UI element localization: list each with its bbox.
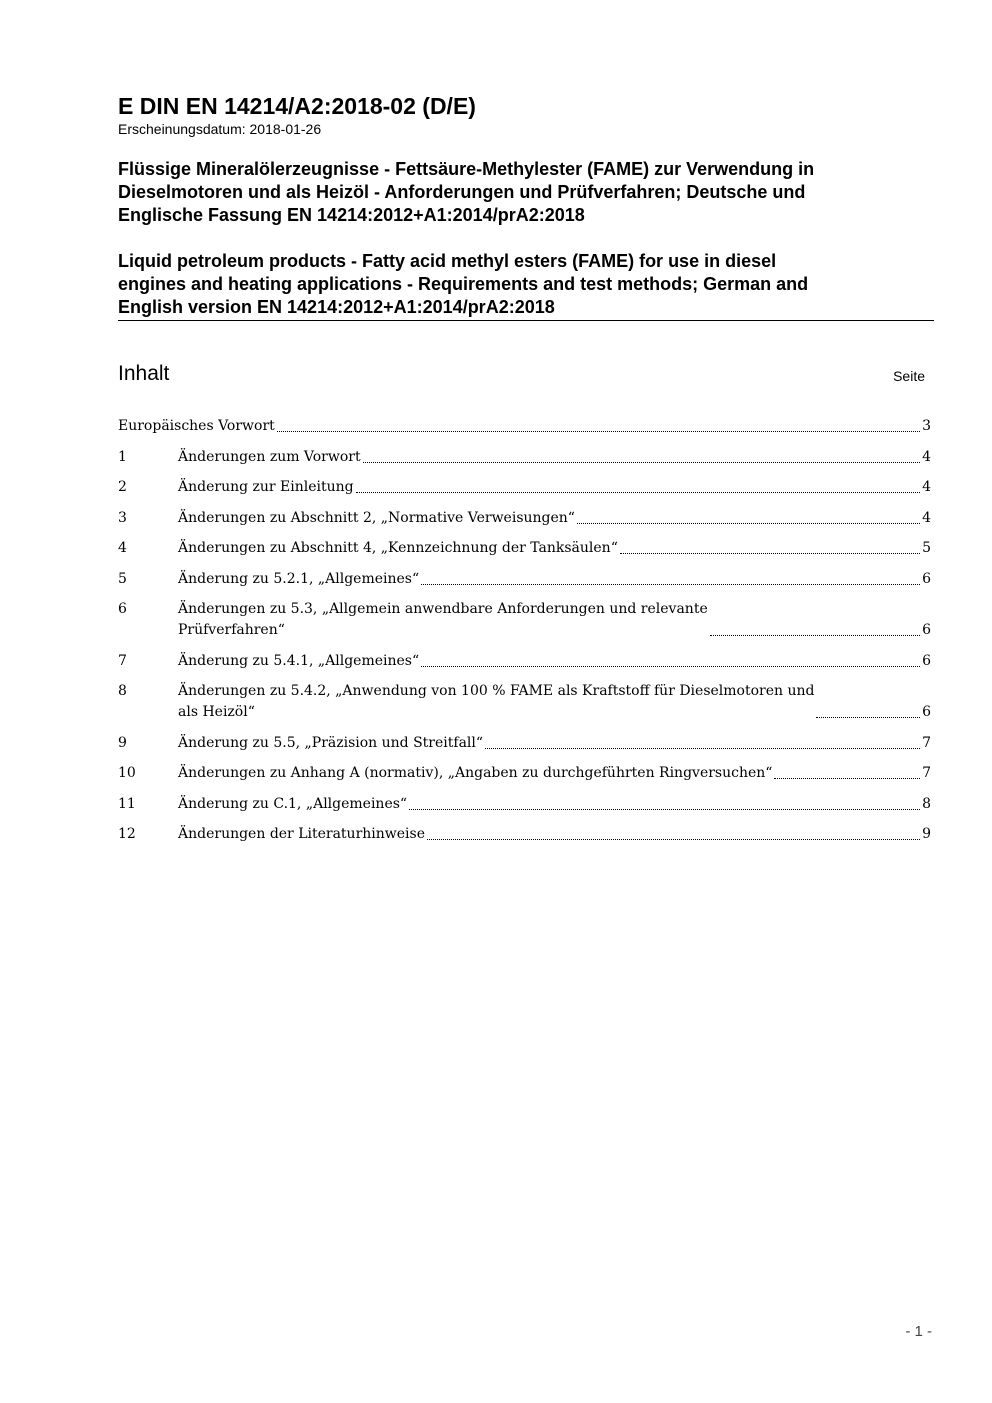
title-english-line: engines and heating applications - Requirements and test methods; German and (118, 274, 809, 294)
toc-heading: Inhalt (118, 362, 170, 385)
toc-entry-title (178, 681, 814, 723)
toc-entry-page: 3 (922, 418, 931, 434)
toc-entry-number: 7 (118, 652, 127, 669)
toc-entry-page: 4 (922, 479, 931, 495)
title-english-line: Liquid petroleum products - Fatty acid methyl esters (FAME) for use in diesel (118, 251, 777, 271)
toc-dot-leader (277, 431, 920, 432)
toc-entry-number: 9 (118, 734, 127, 751)
toc-entry-title (178, 733, 483, 754)
toc-entry-body (178, 794, 931, 815)
toc-entry-title (178, 508, 575, 529)
toc-entry-title (178, 477, 354, 498)
toc-entry[interactable] (118, 569, 931, 590)
toc-dot-leader (774, 778, 920, 779)
toc-entry-title-line: Änderung zu 5.4.1, „Allgemeines“ (178, 652, 420, 669)
toc-dot-leader (816, 717, 920, 718)
toc-entry[interactable] (118, 824, 931, 845)
toc-entry-title-line: Änderung zu C.1, „Allgemeines“ (178, 795, 408, 812)
title-german-line: Flüssige Mineralölerzeugnisse - Fettsäure-Methylester (FAME) zur Verwendung in (118, 159, 815, 179)
toc-entry-title-line: Änderungen zu Abschnitt 4, „Kennzeichnung der Tanksäulen“ (178, 540, 618, 556)
toc-dot-leader (421, 584, 920, 585)
toc-entry-title (178, 651, 419, 672)
toc-entry-body (178, 508, 931, 529)
toc-entry-title-line: Prüfverfahren“ (178, 622, 285, 638)
toc-entry[interactable] (118, 599, 931, 641)
toc-entry-number: 2 (118, 479, 127, 495)
toc-entry-page: 8 (922, 795, 931, 812)
toc-entry-title-line: Änderungen zu 5.3, „Allgemein anwendbare Anforderungen und relevante (178, 601, 708, 617)
publication-date: Erscheinungsdatum: 2018-01-26 (118, 121, 322, 137)
toc-entry-number: 6 (118, 601, 127, 617)
toc-entry-body (178, 569, 931, 590)
toc-entry[interactable] (118, 681, 931, 723)
toc-dot-leader (427, 839, 920, 840)
toc-entry[interactable] (118, 416, 931, 437)
toc-entry[interactable] (118, 794, 931, 815)
toc-entry-body (178, 538, 931, 559)
toc-entry[interactable] (118, 447, 931, 468)
toc-entry[interactable] (118, 477, 931, 498)
toc-entry-page: 6 (922, 704, 931, 720)
toc-page-label: Seite (893, 368, 925, 384)
toc-entry-number: 3 (118, 509, 127, 526)
toc-entry-number: 8 (118, 683, 127, 699)
toc-entry-title-line: Änderungen zum Vorwort (178, 448, 361, 465)
toc-dot-leader (620, 553, 920, 554)
toc-entry-title (178, 824, 425, 845)
table-of-contents (118, 416, 931, 855)
toc-entry-title (178, 763, 772, 784)
toc-dot-leader (485, 748, 920, 749)
toc-dot-leader (577, 523, 920, 524)
toc-entry-title (178, 599, 708, 641)
title-english-line: English version EN 14214:2012+A1:2014/prA2:2018 (118, 297, 555, 317)
toc-entry-page: 6 (922, 652, 931, 669)
page-number: - 1 - (905, 1323, 932, 1340)
toc-entry-title-line: Europäisches Vorwort (118, 418, 275, 434)
toc-entry-title-line: Änderungen zu Abschnitt 2, „Normative Verweisungen“ (178, 509, 575, 526)
toc-entry-title (178, 447, 361, 468)
toc-entry-title-line: Änderung zu 5.5, „Präzision und Streitfall“ (178, 734, 484, 751)
document-header (118, 92, 934, 319)
toc-entry-page: 7 (922, 734, 931, 751)
toc-dot-leader (356, 492, 920, 493)
toc-entry-body (118, 416, 931, 437)
toc-entry[interactable] (118, 733, 931, 754)
toc-entry-body (178, 651, 931, 672)
toc-entry-body (178, 733, 931, 754)
toc-entry-title (118, 416, 275, 437)
toc-entry-title-line: Änderungen zu 5.4.2, „Anwendung von 100 % FAME als Kraftstoff für Dieselmotoren und (178, 683, 815, 699)
toc-dot-leader (421, 666, 920, 667)
toc-entry-number: 5 (118, 570, 127, 587)
toc-entry-number: 11 (118, 795, 136, 812)
title-english (118, 250, 934, 319)
title-german-line: Dieselmotoren und als Heizöl - Anforderungen und Prüfverfahren; Deutsche und (118, 182, 806, 202)
toc-entry-number: 10 (118, 765, 136, 781)
toc-entry-body (178, 477, 931, 498)
toc-entry-page: 9 (922, 826, 931, 842)
toc-entry-page: 6 (922, 622, 931, 638)
header-divider (118, 320, 934, 321)
toc-entry-body (178, 447, 931, 468)
toc-entry[interactable] (118, 763, 931, 784)
document-id: E DIN EN 14214/A2:2018-02 (D/E) (118, 93, 476, 119)
title-german (118, 158, 934, 227)
toc-entry-title (178, 794, 407, 815)
toc-entry-title-line: Änderungen zu Anhang A (normativ), „Angaben zu durchgeführten Ringversuchen“ (178, 765, 773, 781)
toc-entry-number: 1 (118, 448, 127, 465)
toc-entry-number: 4 (118, 540, 127, 556)
toc-entry-body (178, 824, 931, 845)
toc-entry-title (178, 569, 419, 590)
toc-entry-page: 4 (922, 448, 931, 465)
toc-entry[interactable] (118, 651, 931, 672)
toc-entry-page: 7 (922, 765, 931, 781)
toc-entry[interactable] (118, 508, 931, 529)
toc-entry-body (178, 599, 931, 641)
toc-entry-title (178, 538, 618, 559)
toc-dot-leader (710, 635, 920, 636)
toc-entry-title-line: Änderung zu 5.2.1, „Allgemeines“ (178, 570, 420, 587)
title-german-line: Englische Fassung EN 14214:2012+A1:2014/prA2:2018 (118, 205, 585, 225)
toc-entry-title-line: Änderung zur Einleitung (178, 479, 354, 495)
toc-dot-leader (409, 809, 920, 810)
toc-entry-page: 4 (922, 509, 931, 526)
toc-entry-body (178, 763, 931, 784)
toc-entry-number: 12 (118, 826, 136, 842)
toc-entry-page: 6 (922, 570, 931, 587)
toc-entry-title-line: als Heizöl“ (178, 704, 255, 720)
toc-entry-page: 5 (922, 540, 931, 556)
toc-entry[interactable] (118, 538, 931, 559)
toc-entry-title-line: Änderungen der Literaturhinweise (178, 826, 425, 842)
toc-dot-leader (363, 462, 920, 463)
toc-entry-body (178, 681, 931, 723)
